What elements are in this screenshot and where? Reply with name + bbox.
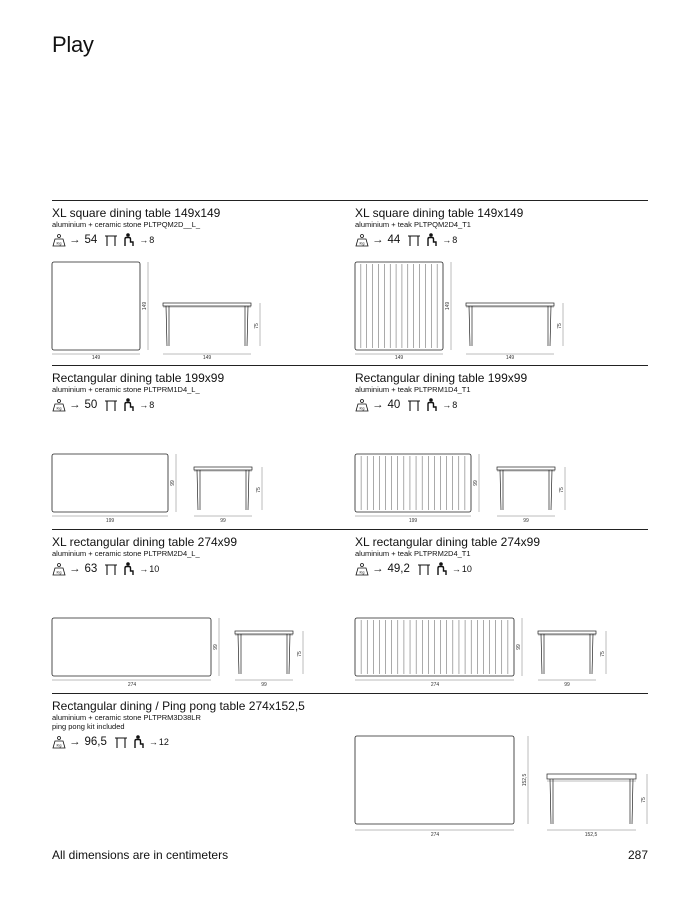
section-divider [52, 693, 648, 694]
product-code: aluminium + ceramic stone PLTPRM1D4_L_ [52, 385, 200, 394]
weight-icon [52, 234, 66, 247]
product-specs [52, 734, 305, 750]
product-block [52, 206, 220, 248]
table-side-top [466, 303, 554, 306]
seats-value: 8 [452, 235, 458, 245]
table-leg [197, 470, 200, 510]
weight-icon [52, 736, 66, 749]
weight-value: 49,2 [387, 563, 410, 575]
table-icon [104, 398, 118, 412]
height-label: 75 [559, 487, 565, 493]
product-block [355, 206, 523, 248]
width-label: 149 [505, 355, 515, 361]
table-leg [238, 634, 241, 674]
table-leg [541, 634, 544, 674]
table-leg [245, 306, 248, 346]
product-specs [355, 561, 540, 577]
table-leg [246, 470, 249, 510]
table-top-outline [355, 262, 443, 350]
height-label: 75 [254, 323, 260, 329]
seats-value: 8 [452, 400, 458, 410]
height-label: 75 [297, 651, 303, 657]
product-specs [52, 561, 237, 577]
table-leg [287, 634, 290, 674]
product-specs [52, 397, 224, 413]
table-icon [104, 233, 118, 247]
seats-value: 8 [149, 400, 155, 410]
weight-icon-label: Kg [359, 405, 365, 410]
arrow-text: → [139, 564, 149, 574]
product-title: Rectangular dining table 199x99 [355, 371, 528, 385]
weight-value: 63 [84, 563, 98, 575]
table-side-top [194, 467, 252, 470]
teak-slats [361, 456, 465, 510]
product-block [52, 699, 305, 750]
arrow-text: → [442, 235, 452, 245]
width-label: 274 [127, 682, 137, 688]
depth-label: 149 [445, 301, 451, 311]
product-code: aluminium + teak PLTPQM2D4_T1 [355, 220, 471, 229]
weight-icon-label: Kg [359, 240, 365, 245]
person-seat-icon [426, 398, 438, 412]
depth-label: 99 [516, 644, 522, 650]
table-icon [417, 562, 431, 576]
product-block [52, 371, 224, 413]
arrow-text: → [451, 564, 461, 574]
arrow-text: → [372, 563, 384, 575]
seats-value: 10 [149, 564, 160, 574]
table-leg [590, 634, 593, 674]
weight-value: 96,5 [84, 736, 107, 748]
weight-icon-label: Kg [56, 569, 62, 574]
technical-drawing [353, 616, 613, 690]
weight-value: 40 [387, 399, 401, 411]
weight-icon-label: Kg [56, 742, 62, 747]
height-label: 75 [557, 323, 563, 329]
table-icon [407, 233, 421, 247]
depth-label: 152,5 [522, 773, 528, 787]
height-label: 75 [600, 651, 606, 657]
product-block [355, 371, 527, 413]
product-specs [52, 232, 220, 248]
weight-icon [355, 399, 369, 412]
arrow-text: → [442, 400, 452, 410]
table-side-top [547, 774, 636, 779]
width-label: 199 [105, 518, 115, 524]
technical-drawing [50, 258, 280, 362]
product-specs [355, 397, 527, 413]
arrow-text: → [139, 400, 149, 410]
page-number: 287 [627, 848, 648, 862]
weight-icon-label: Kg [56, 405, 62, 410]
weight-value: 54 [84, 234, 98, 246]
depth-label: 99 [170, 480, 176, 486]
technical-drawing [353, 452, 583, 526]
person-seat-icon [123, 233, 135, 247]
table-leg [469, 306, 472, 346]
arrow-text: → [139, 235, 149, 245]
arrow-text: → [372, 399, 384, 411]
height-label: 75 [256, 487, 262, 493]
table-leg [548, 306, 551, 346]
weight-icon-label: Kg [359, 569, 365, 574]
product-title: XL rectangular dining table 274x99 [52, 535, 238, 549]
width-label: 274 [430, 832, 440, 838]
product-specs [355, 232, 523, 248]
height-label: 75 [641, 797, 647, 803]
depth-label: 99 [220, 518, 226, 524]
table-leg [630, 779, 633, 824]
page-title: Play [52, 32, 94, 57]
section-divider [52, 365, 648, 366]
weight-icon [355, 563, 369, 576]
product-title: XL square dining table 149x149 [355, 206, 524, 220]
arrow-text: → [69, 399, 81, 411]
technical-drawing [353, 734, 653, 842]
seats-value: 8 [149, 235, 155, 245]
table-side-top [497, 467, 555, 470]
weight-value: 50 [84, 399, 98, 411]
weight-icon [355, 234, 369, 247]
technical-drawing [50, 616, 310, 690]
product-note: ping pong kit included [52, 722, 125, 731]
depth-label: 99 [473, 480, 479, 486]
seats-value: 12 [158, 737, 169, 747]
seats-value: 10 [461, 564, 472, 574]
section-divider [52, 200, 648, 201]
product-block [355, 535, 540, 577]
table-leg [166, 306, 169, 346]
product-code: aluminium + ceramic stone PLTPQM2D__L_ [52, 220, 201, 229]
product-code: aluminium + teak PLTPRM2D4_T1 [355, 549, 471, 558]
table-side-top [538, 631, 596, 634]
weight-value: 44 [387, 234, 401, 246]
table-leg [550, 779, 553, 824]
table-icon [407, 398, 421, 412]
teak-slats [361, 620, 508, 674]
product-title: Rectangular dining table 199x99 [52, 371, 225, 385]
product-title: XL rectangular dining table 274x99 [355, 535, 541, 549]
table-side-top [163, 303, 251, 306]
technical-drawing [50, 452, 280, 526]
table-top-outline [52, 454, 168, 512]
person-seat-icon [133, 735, 145, 749]
table-top-outline [355, 736, 514, 824]
width-label: 149 [91, 355, 101, 361]
person-seat-icon [426, 233, 438, 247]
footer-note: All dimensions are in centimeters [52, 848, 229, 862]
section-divider [52, 529, 648, 530]
width-label: 149 [202, 355, 212, 361]
width-label: 149 [394, 355, 404, 361]
product-code: aluminium + ceramic stone PLTPRM2D4_L_ [52, 549, 200, 558]
depth-label: 99 [564, 682, 570, 688]
arrow-text: → [69, 736, 81, 748]
depth-label: 99 [213, 644, 219, 650]
table-top-outline [52, 618, 211, 676]
person-seat-icon [123, 398, 135, 412]
depth-label: 99 [261, 682, 267, 688]
depth-label: 149 [142, 301, 148, 311]
product-block [52, 535, 237, 577]
table-leg [500, 470, 503, 510]
depth-label: 99 [523, 518, 529, 524]
arrow-text: → [372, 234, 384, 246]
weight-icon-label: Kg [56, 240, 62, 245]
weight-icon [52, 563, 66, 576]
table-leg [549, 470, 552, 510]
arrow-text: → [69, 563, 81, 575]
table-icon [114, 735, 128, 749]
product-title: XL square dining table 149x149 [52, 206, 221, 220]
technical-drawing [353, 258, 583, 362]
product-title: Rectangular dining / Ping pong table 274x152,5 [52, 699, 305, 713]
width-label: 199 [408, 518, 418, 524]
weight-icon [52, 399, 66, 412]
product-code: aluminium + ceramic stone PLTPRM3D38LR [52, 713, 201, 722]
arrow-text: → [69, 234, 81, 246]
teak-slats [361, 264, 437, 348]
arrow-text: → [148, 737, 158, 747]
person-seat-icon [123, 562, 135, 576]
width-label: 274 [430, 682, 440, 688]
table-side-top [235, 631, 293, 634]
product-code: aluminium + teak PLTPRM1D4_T1 [355, 385, 471, 394]
depth-label: 152,5 [584, 832, 598, 838]
table-icon [104, 562, 118, 576]
person-seat-icon [436, 562, 448, 576]
table-top-outline [355, 454, 471, 512]
table-top-outline [52, 262, 140, 350]
